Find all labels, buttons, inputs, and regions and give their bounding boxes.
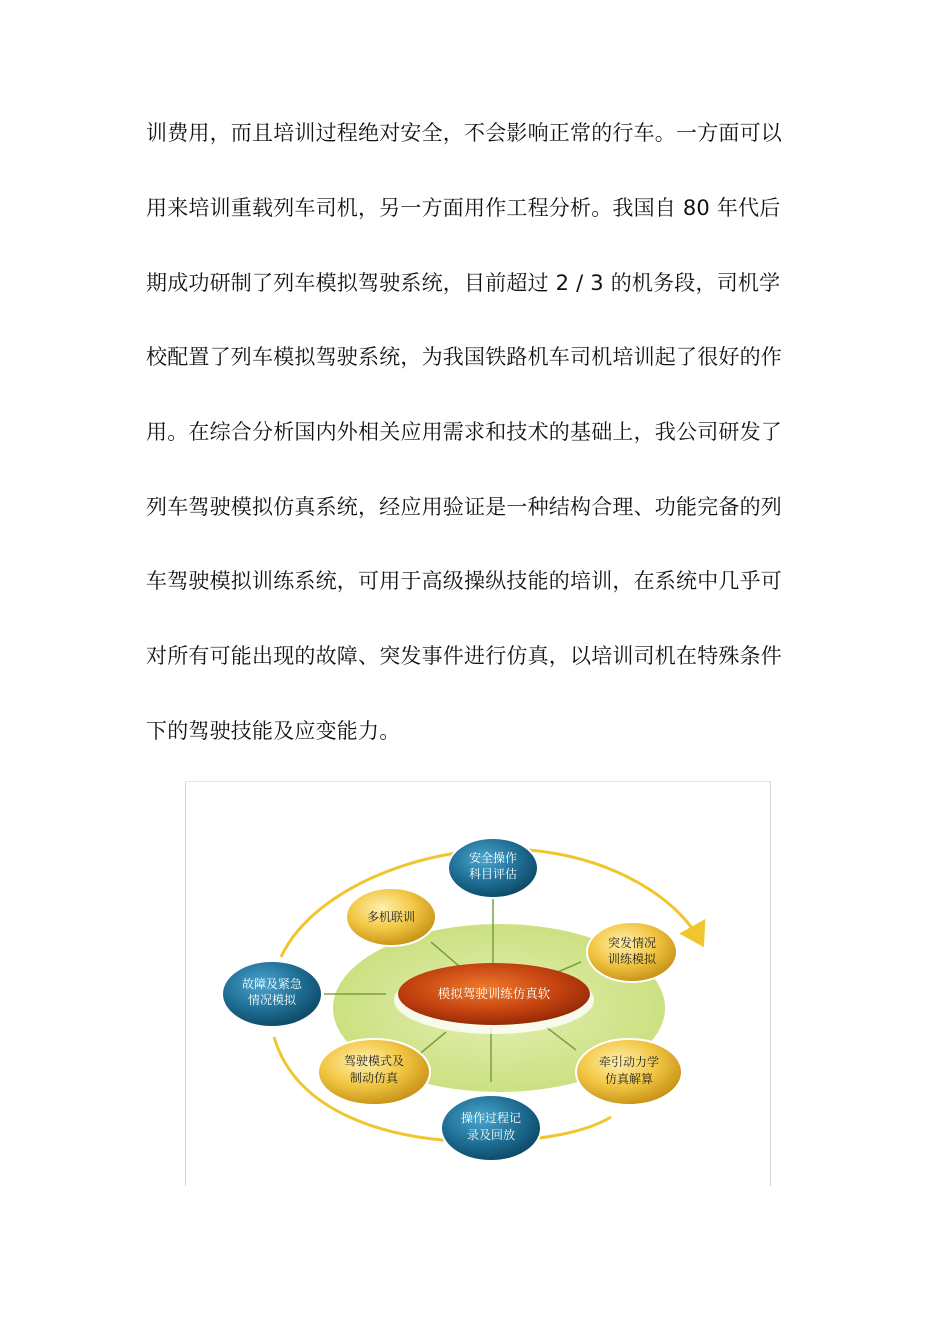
svg-text:科目评估: 科目评估 (468, 867, 518, 881)
node-driving-mode (318, 1039, 430, 1105)
svg-text:故障及紧急: 故障及紧急 (241, 977, 303, 991)
text-line: 车驾驶模拟训练系统，可用于高级操纵技能的培训，在系统中几乎可 (146, 569, 782, 593)
node-safety-evaluation (448, 838, 538, 898)
text-line: 用来培训重载列车司机，另一方面用作工程分析。我国自 80 年代后 (146, 196, 781, 220)
svg-text:制动仿真: 制动仿真 (349, 1071, 399, 1085)
svg-text:驾驶模式及: 驾驶模式及 (343, 1054, 405, 1068)
center-label: 模拟驾驶训练仿真软 (437, 986, 551, 1001)
text-line: 列车驾驶模拟仿真系统，经应用验证是一种结构合理、功能完备的列 (146, 495, 782, 519)
node-multi-machine-training (346, 888, 436, 946)
svg-text:录及回放: 录及回放 (466, 1128, 516, 1142)
text-line: 校配置了列车模拟驾驶系统，为我国铁路机车司机培训起了很好的作 (146, 345, 782, 369)
svg-text:突发情况: 突发情况 (607, 936, 657, 950)
svg-text:牵引动力学: 牵引动力学 (598, 1055, 660, 1069)
svg-text:操作过程记: 操作过程记 (460, 1111, 522, 1125)
text-line: 对所有可能出现的故障、突发事件进行仿真，以培训司机在特殊条件 (146, 644, 782, 668)
svg-text:情况模拟: 情况模拟 (247, 993, 297, 1007)
svg-text:训练模拟: 训练模拟 (607, 952, 657, 966)
svg-text:安全操作: 安全操作 (468, 851, 518, 865)
node-fault-emergency (222, 961, 322, 1027)
node-operation-record (441, 1095, 541, 1161)
svg-text:多机联训: 多机联训 (366, 910, 416, 924)
node-sudden-situation (587, 922, 677, 982)
node-traction-dynamics (576, 1039, 682, 1105)
text-line: 用。在综合分析国内外相关应用需求和技术的基础上，我公司研发了 (146, 420, 782, 444)
system-diagram-figure (185, 781, 771, 1186)
text-line: 训费用，而且培训过程绝对安全，不会影响正常的行车。一方面可以 (146, 121, 782, 145)
svg-text:仿真解算: 仿真解算 (604, 1072, 654, 1086)
text-line: 期成功研制了列车模拟驾驶系统，目前超过 2 / 3 的机务段，司机学 (146, 271, 781, 295)
system-diagram (186, 782, 770, 1186)
text-line: 下的驾驶技能及应变能力。 (146, 719, 401, 743)
